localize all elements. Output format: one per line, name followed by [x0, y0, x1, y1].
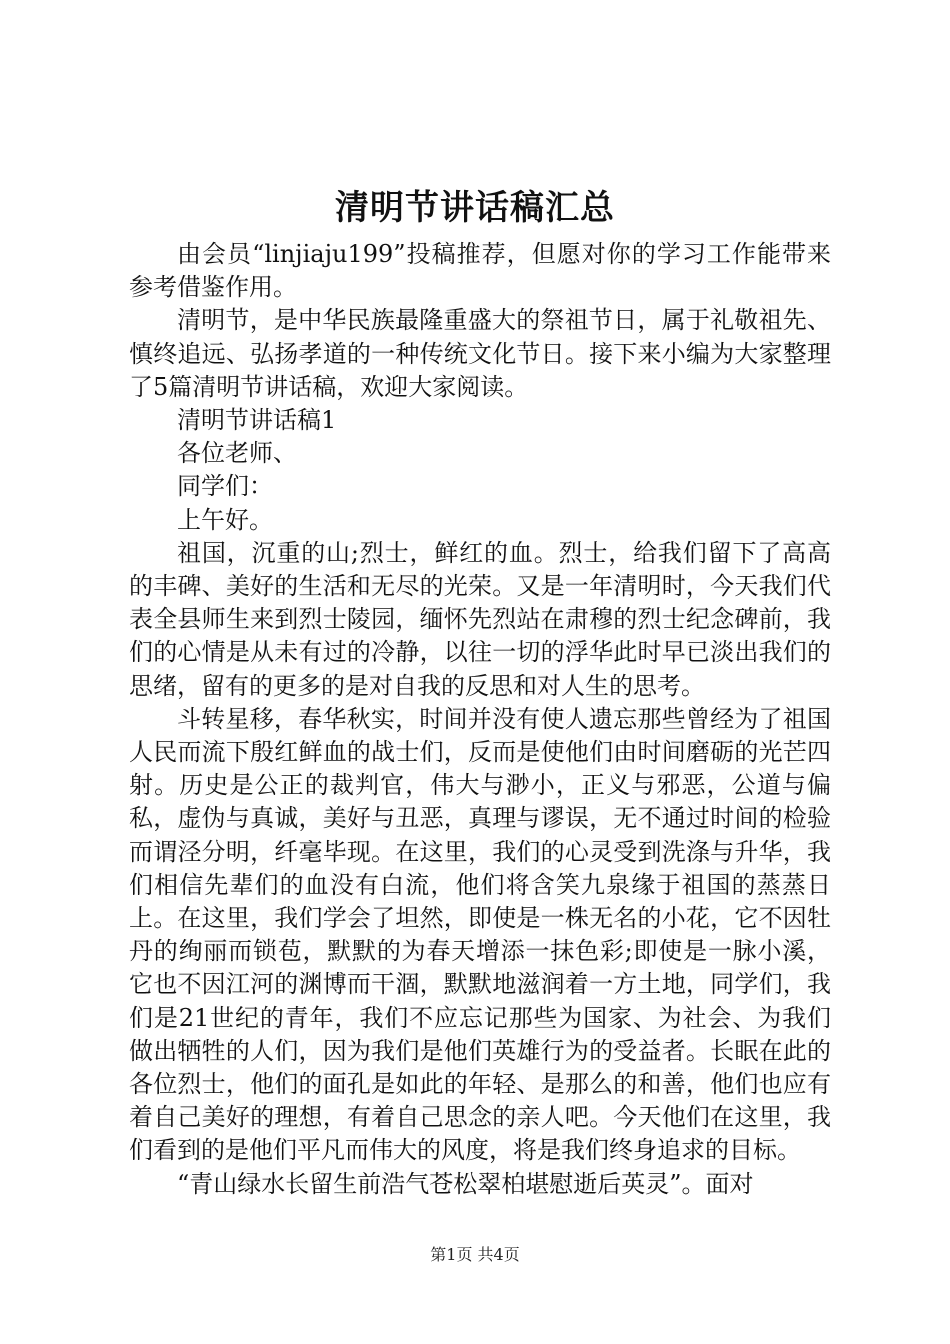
paragraph-body-2: 斗转星移，春华秋实，时间并没有使人遗忘那些曾经为了祖国人民而流下殷红鲜血的战士们，反而是使他们由时间磨砺的光芒四射。历史是公正的裁判官，伟大与渺小，正义与邪恶，公道与偏私，虚伪与真诚，美好与丑恶，真理与谬误，无不通过时间的检验而谓泾分明，纤毫毕现。在这里，我们的心灵受到洗涤与升华，我们相信先辈们的血没有白流，他们将含笑九泉缘于祖国的蒸蒸日上。在这里，我们学会了坦然，即使是一株无名的小花，它不因牡丹的绚丽而锁苞，默默的为春天增添一抹色彩;即使是一脉小溪，它也不因江河的渊博而干涸，默默地滋润着一方土地，同学们，我们是21世纪的青年，我们不应忘记那些为国家、为社会、为我们做出牺牲的人们，因为我们是他们英雄行为的受益者。长眠在此的各位烈士，他们的面孔是如此的年轻、是那么的和善，他们也应有着自己美好的理想，有着自己思念的亲人吧。今天他们在这里，我们看到的是他们平凡而伟大的风度，将是我们终身追求的目标。 — [129, 704, 831, 1165]
salutation-teachers: 各位老师、 — [177, 439, 297, 468]
paragraph-summary: 清明节，是中华民族最隆重盛大的祭祖节日，属于礼敬祖先、慎终追远、弘扬孝道的一种传统文化节日。接下来小编为大家整理了5篇清明节讲话稿，欢迎大家阅读。 — [129, 306, 831, 401]
paragraph-body-3: “青山绿水长留生前浩气苍松翠柏堪慰逝后英灵”。面对 — [177, 1169, 754, 1198]
salutation-students: 同学们： — [177, 472, 273, 501]
speech-heading: 清明节讲话稿1 — [177, 406, 337, 435]
paragraph-body-1: 祖国，沉重的山;烈士，鲜红的血。烈士，给我们留下了高高的丰碑、美好的生活和无尽的光荣。又是一年清明时，今天我们代表全县师生来到烈士陵园，缅怀先烈站在肃穆的烈士纪念碑前，我们的心情是从未有过的冷静，以往一切的浮华此时早已淡出我们的思绪，留有的更多的是对自我的反思和对人生的思考。 — [129, 538, 831, 700]
paragraph-intro: 由会员“linjiaju199”投稿推荐，但愿对你的学习工作能带来参考借鉴作用。 — [129, 240, 831, 302]
page-footer: 第1页 共4页 — [430, 1245, 520, 1264]
document-body — [129, 238, 831, 1201]
document-title: 清明节讲话稿汇总 — [335, 188, 615, 228]
greeting: 上午好。 — [177, 505, 273, 534]
